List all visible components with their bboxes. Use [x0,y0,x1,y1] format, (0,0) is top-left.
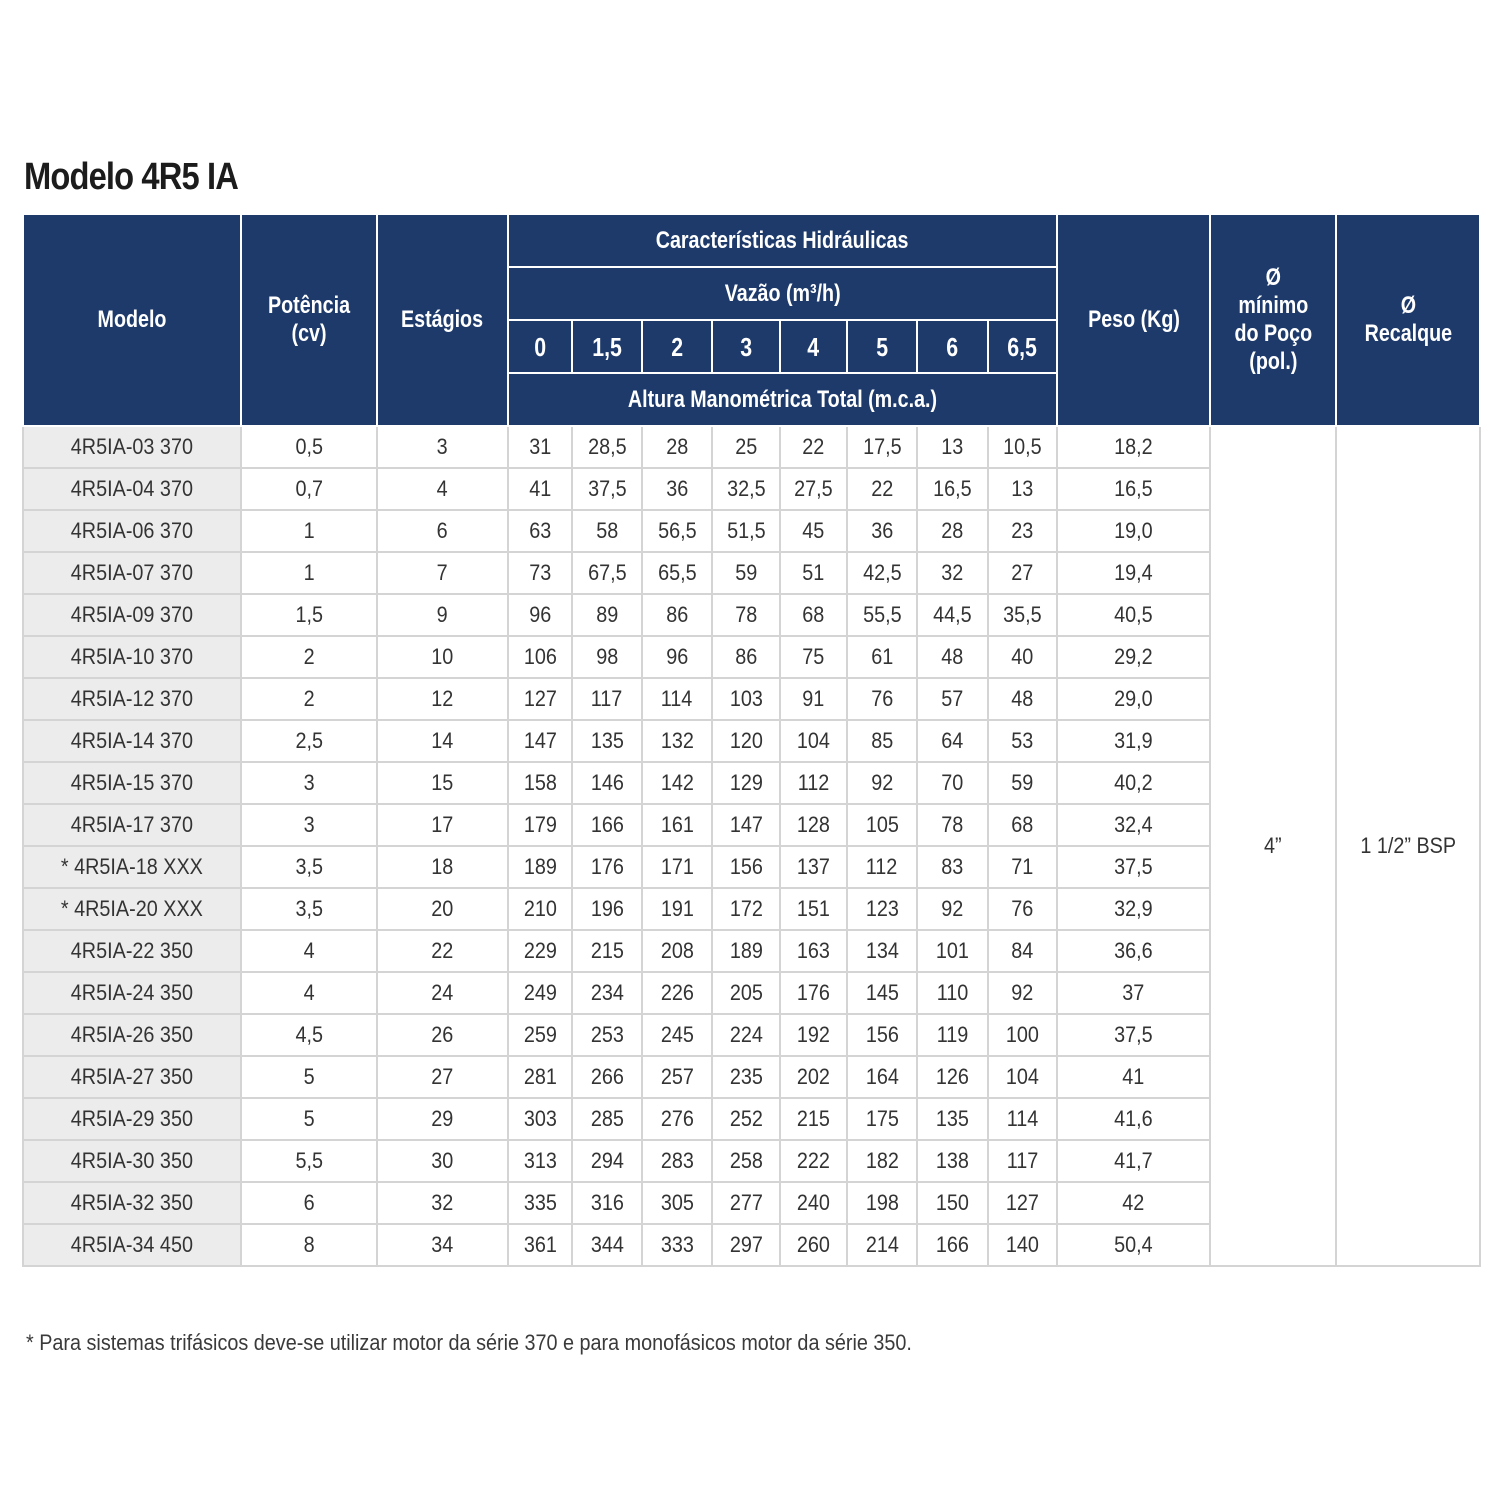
modelo-cell: 4R5IA-24 350 [23,972,241,1014]
potencia-cell: 4 [241,930,377,972]
table-row [23,426,1480,468]
modelo-cell: 4R5IA-29 350 [23,1098,241,1140]
altura-cell: 106 [508,636,572,678]
altura-cell: 36 [642,468,712,510]
altura-cell: 98 [572,636,642,678]
peso-cell: 40,5 [1057,594,1210,636]
altura-cell: 210 [508,888,572,930]
header-potencia: Potência (cv) [241,214,377,426]
altura-cell: 59 [712,552,780,594]
modelo-cell: 4R5IA-14 370 [23,720,241,762]
header-flow-0: 0 [508,320,572,373]
altura-cell: 240 [780,1182,847,1224]
recalque-cell: 1 1/2” BSP [1336,426,1480,1266]
altura-cell: 252 [712,1098,780,1140]
peso-cell: 31,9 [1057,720,1210,762]
altura-cell: 257 [642,1056,712,1098]
footnote: * Para sistemas trifásicos deve-se utilizar motor da série 370 e para monofásicos motor da série 350. [26,1330,912,1355]
altura-cell: 182 [847,1140,917,1182]
altura-cell: 57 [917,678,988,720]
altura-cell: 27,5 [780,468,847,510]
peso-cell: 37 [1057,972,1210,1014]
peso-cell: 41 [1057,1056,1210,1098]
altura-cell: 27 [988,552,1057,594]
altura-cell: 147 [508,720,572,762]
page-title: Modelo 4R5 IA [24,156,238,198]
altura-cell: 114 [988,1098,1057,1140]
estagios-cell: 10 [377,636,508,678]
modelo-cell: 4R5IA-06 370 [23,510,241,552]
altura-cell: 63 [508,510,572,552]
altura-cell: 42,5 [847,552,917,594]
modelo-cell: 4R5IA-09 370 [23,594,241,636]
altura-cell: 103 [712,678,780,720]
modelo-cell: 4R5IA-10 370 [23,636,241,678]
modelo-cell: * 4R5IA-18 XXX [23,846,241,888]
altura-cell: 158 [508,762,572,804]
altura-cell: 305 [642,1182,712,1224]
altura-cell: 28,5 [572,426,642,468]
altura-cell: 61 [847,636,917,678]
altura-cell: 101 [917,930,988,972]
altura-cell: 253 [572,1014,642,1056]
potencia-cell: 0,5 [241,426,377,468]
altura-cell: 56,5 [642,510,712,552]
header-flow-2: 2 [642,320,712,373]
peso-cell: 37,5 [1057,846,1210,888]
altura-cell: 156 [847,1014,917,1056]
estagios-cell: 17 [377,804,508,846]
altura-cell: 105 [847,804,917,846]
modelo-cell: 4R5IA-26 350 [23,1014,241,1056]
altura-cell: 179 [508,804,572,846]
altura-cell: 294 [572,1140,642,1182]
altura-cell: 75 [780,636,847,678]
altura-cell: 67,5 [572,552,642,594]
potencia-cell: 3,5 [241,888,377,930]
estagios-cell: 6 [377,510,508,552]
altura-cell: 235 [712,1056,780,1098]
altura-cell: 266 [572,1056,642,1098]
modelo-cell: 4R5IA-34 450 [23,1224,241,1266]
altura-cell: 51,5 [712,510,780,552]
altura-cell: 222 [780,1140,847,1182]
altura-cell: 214 [847,1224,917,1266]
peso-cell: 16,5 [1057,468,1210,510]
estagios-cell: 29 [377,1098,508,1140]
altura-cell: 76 [847,678,917,720]
altura-cell: 68 [780,594,847,636]
altura-cell: 89 [572,594,642,636]
altura-cell: 147 [712,804,780,846]
altura-cell: 276 [642,1098,712,1140]
altura-cell: 142 [642,762,712,804]
potencia-cell: 5,5 [241,1140,377,1182]
altura-cell: 73 [508,552,572,594]
altura-cell: 126 [917,1056,988,1098]
altura-cell: 32,5 [712,468,780,510]
potencia-cell: 3,5 [241,846,377,888]
header-altura: Altura Manométrica Total (m.c.a.) [508,373,1057,426]
altura-cell: 65,5 [642,552,712,594]
potencia-cell: 1,5 [241,594,377,636]
altura-cell: 96 [508,594,572,636]
header-peso: Peso (Kg) [1057,214,1210,426]
altura-cell: 10,5 [988,426,1057,468]
altura-cell: 150 [917,1182,988,1224]
header-flow-4: 4 [780,320,847,373]
altura-cell: 112 [780,762,847,804]
estagios-cell: 18 [377,846,508,888]
altura-cell: 83 [917,846,988,888]
altura-cell: 53 [988,720,1057,762]
altura-cell: 17,5 [847,426,917,468]
modelo-cell: 4R5IA-32 350 [23,1182,241,1224]
header-flow-7: 6,5 [988,320,1057,373]
estagios-cell: 32 [377,1182,508,1224]
altura-cell: 285 [572,1098,642,1140]
altura-cell: 92 [988,972,1057,1014]
altura-cell: 23 [988,510,1057,552]
estagios-cell: 30 [377,1140,508,1182]
modelo-cell: 4R5IA-04 370 [23,468,241,510]
peso-cell: 37,5 [1057,1014,1210,1056]
altura-cell: 100 [988,1014,1057,1056]
modelo-cell: * 4R5IA-20 XXX [23,888,241,930]
altura-cell: 104 [780,720,847,762]
altura-cell: 64 [917,720,988,762]
altura-cell: 215 [572,930,642,972]
potencia-cell: 4,5 [241,1014,377,1056]
modelo-cell: 4R5IA-03 370 [23,426,241,468]
header-flow-6: 6 [917,320,988,373]
altura-cell: 37,5 [572,468,642,510]
altura-cell: 117 [988,1140,1057,1182]
altura-cell: 316 [572,1182,642,1224]
altura-cell: 120 [712,720,780,762]
altura-cell: 166 [572,804,642,846]
altura-cell: 151 [780,888,847,930]
peso-cell: 41,6 [1057,1098,1210,1140]
table-body [23,426,1480,1266]
altura-cell: 85 [847,720,917,762]
peso-cell: 42 [1057,1182,1210,1224]
header-vazao: Vazão (m³/h) [508,267,1057,320]
peso-cell: 29,0 [1057,678,1210,720]
altura-cell: 129 [712,762,780,804]
peso-cell: 19,0 [1057,510,1210,552]
altura-cell: 137 [780,846,847,888]
potencia-cell: 2 [241,636,377,678]
altura-cell: 163 [780,930,847,972]
altura-cell: 28 [917,510,988,552]
altura-cell: 135 [572,720,642,762]
spec-table [22,213,1481,1267]
potencia-cell: 5 [241,1056,377,1098]
estagios-cell: 15 [377,762,508,804]
estagios-cell: 24 [377,972,508,1014]
altura-cell: 41 [508,468,572,510]
potencia-cell: 4 [241,972,377,1014]
altura-cell: 164 [847,1056,917,1098]
altura-cell: 361 [508,1224,572,1266]
modelo-cell: 4R5IA-30 350 [23,1140,241,1182]
altura-cell: 70 [917,762,988,804]
altura-cell: 36 [847,510,917,552]
estagios-cell: 34 [377,1224,508,1266]
altura-cell: 175 [847,1098,917,1140]
altura-cell: 145 [847,972,917,1014]
altura-cell: 112 [847,846,917,888]
potencia-cell: 1 [241,552,377,594]
altura-cell: 16,5 [917,468,988,510]
header-poco: Ø mínimo do Poço (pol.) [1210,214,1336,426]
altura-cell: 86 [642,594,712,636]
estagios-cell: 4 [377,468,508,510]
altura-cell: 104 [988,1056,1057,1098]
header-flow-5: 5 [847,320,917,373]
estagios-cell: 22 [377,930,508,972]
altura-cell: 31 [508,426,572,468]
peso-cell: 32,4 [1057,804,1210,846]
altura-cell: 166 [917,1224,988,1266]
altura-cell: 44,5 [917,594,988,636]
altura-cell: 156 [712,846,780,888]
altura-cell: 297 [712,1224,780,1266]
altura-cell: 171 [642,846,712,888]
altura-cell: 161 [642,804,712,846]
altura-cell: 176 [572,846,642,888]
altura-cell: 176 [780,972,847,1014]
estagios-cell: 9 [377,594,508,636]
altura-cell: 191 [642,888,712,930]
header-estagios: Estágios [377,214,508,426]
peso-cell: 19,4 [1057,552,1210,594]
altura-cell: 114 [642,678,712,720]
altura-cell: 335 [508,1182,572,1224]
altura-cell: 110 [917,972,988,1014]
altura-cell: 55,5 [847,594,917,636]
header-recalque: Ø Recalque [1336,214,1480,426]
potencia-cell: 2 [241,678,377,720]
altura-cell: 51 [780,552,847,594]
altura-cell: 132 [642,720,712,762]
altura-cell: 202 [780,1056,847,1098]
header-modelo: Modelo [23,214,241,426]
modelo-cell: 4R5IA-22 350 [23,930,241,972]
header-caracteristicas: Características Hidráulicas [508,214,1057,267]
estagios-cell: 20 [377,888,508,930]
peso-cell: 41,7 [1057,1140,1210,1182]
table-header [23,214,1480,426]
estagios-cell: 14 [377,720,508,762]
peso-cell: 50,4 [1057,1224,1210,1266]
altura-cell: 35,5 [988,594,1057,636]
altura-cell: 135 [917,1098,988,1140]
altura-cell: 128 [780,804,847,846]
potencia-cell: 3 [241,804,377,846]
potencia-cell: 0,7 [241,468,377,510]
altura-cell: 283 [642,1140,712,1182]
header-flow-3: 3 [712,320,780,373]
altura-cell: 258 [712,1140,780,1182]
altura-cell: 117 [572,678,642,720]
peso-cell: 32,9 [1057,888,1210,930]
altura-cell: 333 [642,1224,712,1266]
header-flow-1: 1,5 [572,320,642,373]
altura-cell: 277 [712,1182,780,1224]
altura-cell: 48 [988,678,1057,720]
altura-cell: 32 [917,552,988,594]
altura-cell: 249 [508,972,572,1014]
estagios-cell: 12 [377,678,508,720]
altura-cell: 68 [988,804,1057,846]
modelo-cell: 4R5IA-17 370 [23,804,241,846]
altura-cell: 58 [572,510,642,552]
altura-cell: 226 [642,972,712,1014]
altura-cell: 134 [847,930,917,972]
altura-cell: 25 [712,426,780,468]
poco-cell: 4” [1210,426,1336,1266]
altura-cell: 71 [988,846,1057,888]
altura-cell: 96 [642,636,712,678]
altura-cell: 229 [508,930,572,972]
estagios-cell: 3 [377,426,508,468]
peso-cell: 40,2 [1057,762,1210,804]
modelo-cell: 4R5IA-07 370 [23,552,241,594]
modelo-cell: 4R5IA-15 370 [23,762,241,804]
altura-cell: 78 [917,804,988,846]
estagios-cell: 26 [377,1014,508,1056]
altura-cell: 215 [780,1098,847,1140]
altura-cell: 192 [780,1014,847,1056]
altura-cell: 78 [712,594,780,636]
altura-cell: 189 [712,930,780,972]
altura-cell: 92 [847,762,917,804]
altura-cell: 22 [847,468,917,510]
altura-cell: 196 [572,888,642,930]
altura-cell: 234 [572,972,642,1014]
potencia-cell: 1 [241,510,377,552]
estagios-cell: 7 [377,552,508,594]
modelo-cell: 4R5IA-27 350 [23,1056,241,1098]
altura-cell: 189 [508,846,572,888]
altura-cell: 344 [572,1224,642,1266]
altura-cell: 208 [642,930,712,972]
altura-cell: 28 [642,426,712,468]
altura-cell: 140 [988,1224,1057,1266]
altura-cell: 205 [712,972,780,1014]
altura-cell: 281 [508,1056,572,1098]
altura-cell: 59 [988,762,1057,804]
altura-cell: 13 [917,426,988,468]
altura-cell: 92 [917,888,988,930]
altura-cell: 91 [780,678,847,720]
altura-cell: 224 [712,1014,780,1056]
altura-cell: 303 [508,1098,572,1140]
potencia-cell: 6 [241,1182,377,1224]
altura-cell: 119 [917,1014,988,1056]
potencia-cell: 5 [241,1098,377,1140]
altura-cell: 198 [847,1182,917,1224]
altura-cell: 45 [780,510,847,552]
altura-cell: 86 [712,636,780,678]
peso-cell: 29,2 [1057,636,1210,678]
altura-cell: 22 [780,426,847,468]
peso-cell: 18,2 [1057,426,1210,468]
peso-cell: 36,6 [1057,930,1210,972]
altura-cell: 245 [642,1014,712,1056]
altura-cell: 123 [847,888,917,930]
altura-cell: 127 [988,1182,1057,1224]
altura-cell: 146 [572,762,642,804]
altura-cell: 76 [988,888,1057,930]
potencia-cell: 8 [241,1224,377,1266]
potencia-cell: 2,5 [241,720,377,762]
altura-cell: 138 [917,1140,988,1182]
potencia-cell: 3 [241,762,377,804]
estagios-cell: 27 [377,1056,508,1098]
altura-cell: 48 [917,636,988,678]
altura-cell: 84 [988,930,1057,972]
altura-cell: 260 [780,1224,847,1266]
altura-cell: 313 [508,1140,572,1182]
altura-cell: 127 [508,678,572,720]
altura-cell: 13 [988,468,1057,510]
modelo-cell: 4R5IA-12 370 [23,678,241,720]
altura-cell: 259 [508,1014,572,1056]
altura-cell: 40 [988,636,1057,678]
altura-cell: 172 [712,888,780,930]
